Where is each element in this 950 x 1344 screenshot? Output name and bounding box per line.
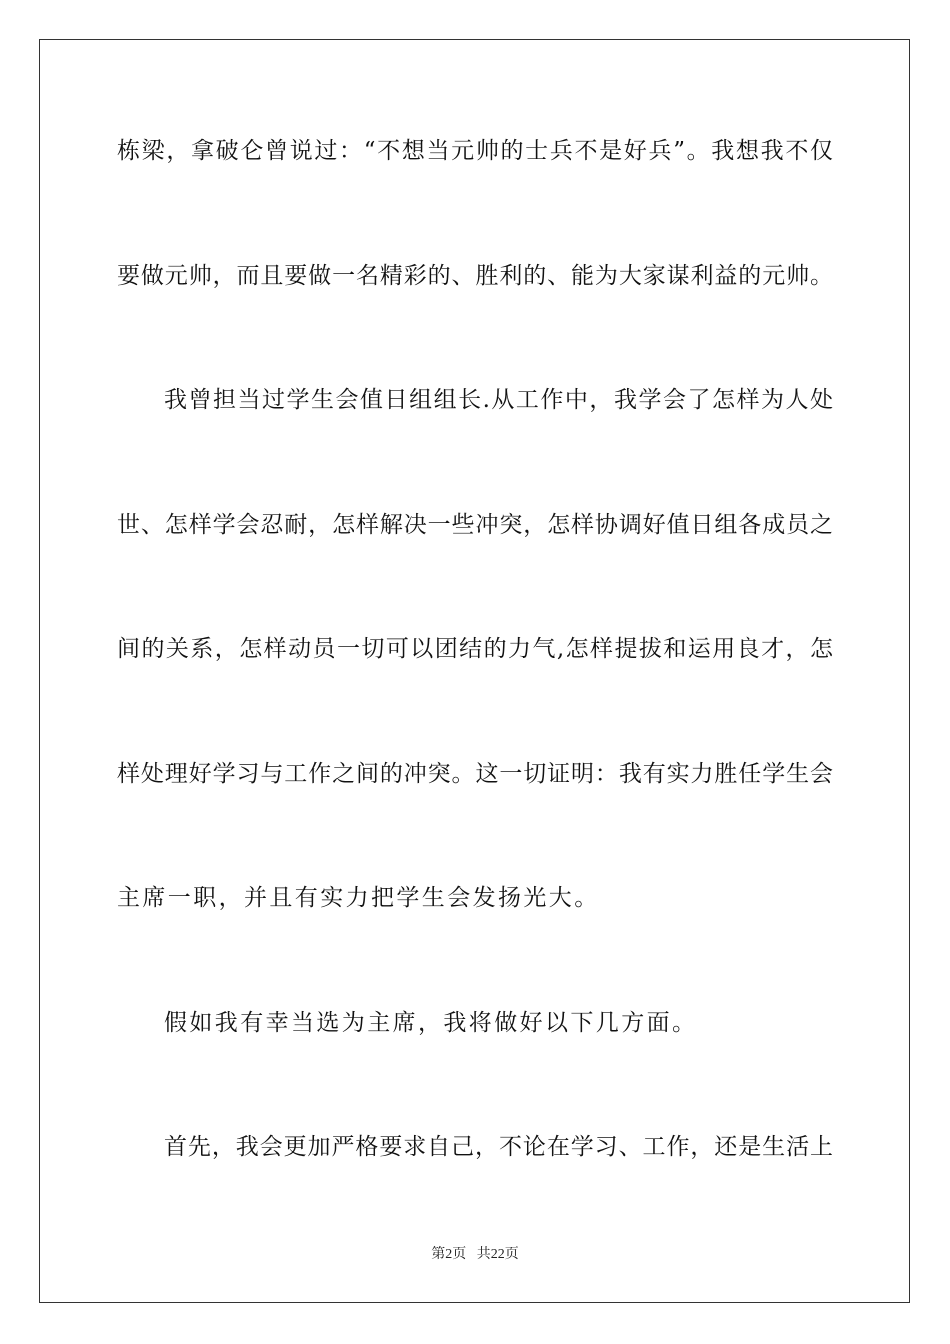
paragraph-line-7: 主席一职，并且有实力把学生会发扬光大。 xyxy=(117,885,600,911)
paragraph-line-2: 要做元帅，而且要做一名精彩的、胜利的、能为大家谋利益的元帅。 xyxy=(117,263,833,289)
paragraph-line-8: 假如我有幸当选为主席，我将做好以下几方面。 xyxy=(164,1010,698,1036)
paragraph-line-6: 样处理好学习与工作之间的冲突。这一切证明：我有实力胜任学生会 xyxy=(117,761,833,787)
paragraph-line-4: 世、怎样学会忍耐，怎样解决一些冲突，怎样协调好值日组各成员之 xyxy=(117,512,833,538)
paragraph-line-9: 首先，我会更加严格要求自己，不论在学习、工作，还是生活上 xyxy=(164,1134,833,1160)
page-number: 第2页 xyxy=(431,1247,467,1262)
page-footer xyxy=(0,1246,950,1264)
paragraph-line-5: 间的关系，怎样动员一切可以团结的力气,怎样提拔和运用良才，怎 xyxy=(117,636,833,662)
paragraph-line-1: 栋梁，拿破仑曾说过：“不想当元帅的士兵不是好兵”。我想我不仅 xyxy=(117,138,833,164)
page-total: 共22页 xyxy=(476,1247,519,1262)
page-border xyxy=(39,39,910,1303)
paragraph-line-3: 我曾担当过学生会值日组组长.从工作中，我学会了怎样为人处 xyxy=(164,387,833,413)
